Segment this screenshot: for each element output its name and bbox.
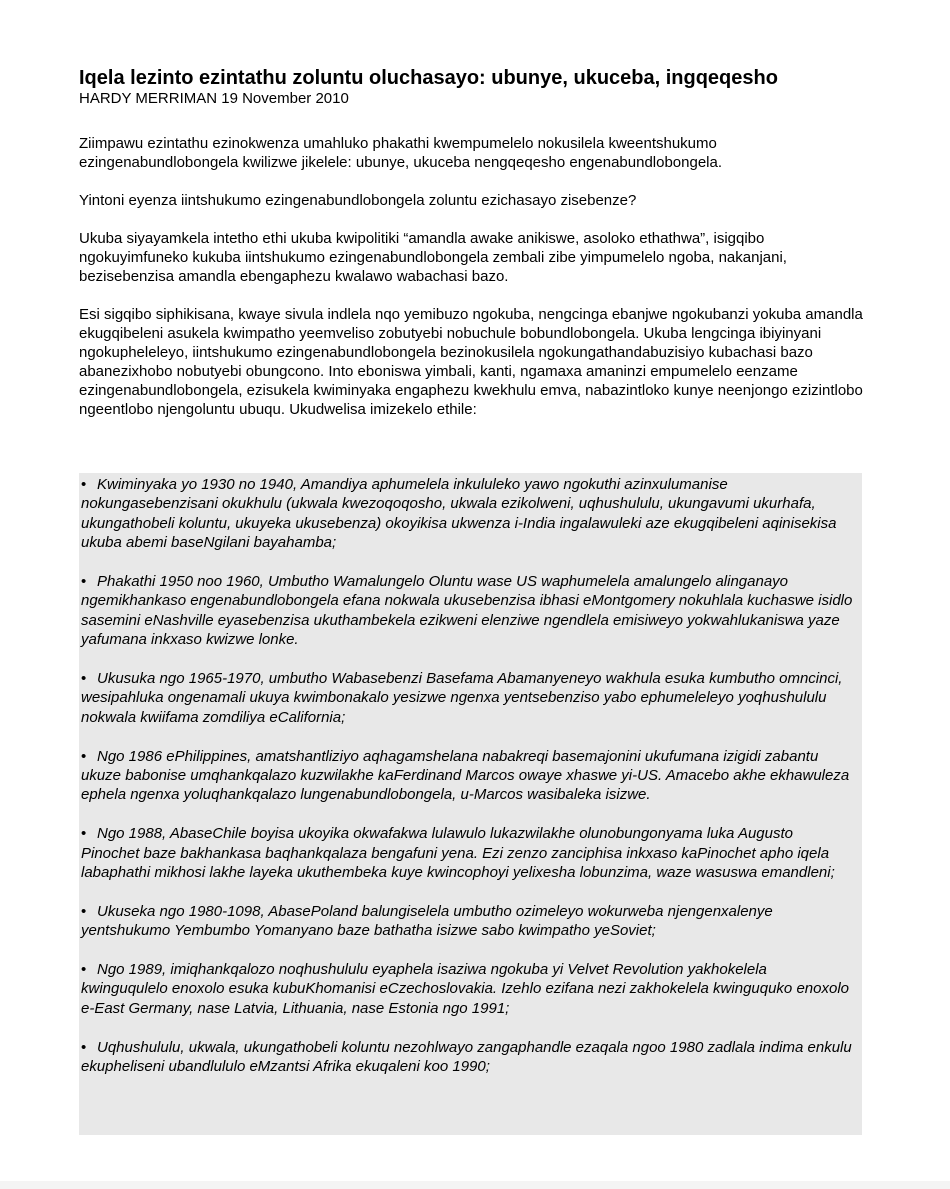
example-item [81,902,862,941]
paragraph-history: Esi sigqibo siphikisana, kwaye sivula indlela nqo yemibuzo ngokuba, nengcinga ebanjwe ngokubanzi yokuba amandla ekugqibeleni asukela kwimpatho yeemveliso zobutyebi nobuchule bobundlobongela. Ukuba lengcinga ibiyinyani ngokupheleleyo, iintshukumo ezingenabundlobongela bezinokusilela ngokungathandabuzisiyo kubachasi bazo abanezixhobo nobutyebi obungcono. Into eboniswa yimbali, kanti, ngamaxa amaninzi empumelelo eenzame ezingenabundlobongela, ezisukela kwiminyaka engaphezu kwekhulu emva, nabazintloko kunye neenjongo ezizintlobo ngeentlobo njengoluntu ubuqu. Ukudwelisa imizekelo ethile: [79,306,863,418]
bullet-icon: • [81,670,87,688]
paragraph-intro: Ziimpawu ezintathu ezinokwenza umahluko phakathi kwempumelelo nokusilela kweentshukumo ezingenabundlobongela kwilizwe jikelele: ubunye, ukuceba nengqeqesho engenabundlobongela. [79,135,723,171]
example-item [81,572,862,650]
example-text: Ukuseka ngo 1980-1098, AbasePoland balungiselela umbutho ozimeleyo wokurweba njengenxalenye yentshukumo Yembumbo Yomanyano baze bathatha isizwe sabo kwimpatho yeSoviet; [81,902,773,940]
example-text: Kwiminyaka yo 1930 no 1940, Amandiya aphumelela inkululeko yawo ngokuthi azinxulumanise nokungasebenzisani okukhulu (ukwala kwezoqoqosho, ukwala ezikolweni, uqhushululu, ukungavumi ukurhafa, ukungathobeli koluntu, ukuyeka ukusebenza) okoyikisa ukwenza i-India ingalawuleki aze ekugqibeleni aqinisekisa ukuba abemi baseNgilani bayahamba; [81,476,837,552]
example-text: Phakathi 1950 noo 1960, Umbutho Wamalungelo Oluntu wase US waphumelela amalungelo alinganayo ngemikhankaso engenabundlobongela efana nokwala ukusebenzisa ibhasi eMontgomery nokuhlala kuchaswe isidlo sasemini eNashville eyasebenzisa ukuthambekela ezikweni elenziwe ngendlela emisiweyo yokwahlukaniswa yaze yafumana inkxaso kwizwe lonke. [81,573,853,649]
page-bottom-edge [0,1181,950,1189]
paragraph-question: Yintoni eyenza iintshukumo ezingenabundlobongela zoluntu ezichasayo zisebenze? [79,192,637,209]
bullet-icon: • [81,902,87,920]
example-item [81,475,862,553]
example-text: Ngo 1989, imiqhankqalozo noqhushululu eyaphela isaziwa ngokuba yi Velvet Revolution yakhokelela kwinguqulelo enoxolo esuka kubuKhomanisi eCzechoslovakia. Izehlo ezifana nezi zakhokelela kwinguquko enoxolo e-East Germany, nase Latvia, Lithuania, nase Estonia ngo 1991; [81,961,849,1017]
examples-list [79,473,862,1135]
article [79,66,869,438]
article-byline: HARDY MERRIMAN 19 November 2010 [79,90,349,107]
example-item [81,960,862,1018]
bullet-icon: • [81,476,87,493]
example-item [81,669,862,727]
example-text: Uqhushululu, ukwala, ukungathobeli koluntu nezohlwayo zangaphandle ezaqala ngoo 1980 zadlala indima enkulu ekupheliseni ubandlululo eMzantsi Afrika ekuqaleni koo 1990; [81,1038,852,1076]
example-text: Ngo 1988, AbaseChile boyisa ukoyika okwafakwa lulawulo lukazwilakhe olunobungonyama luka Augusto Pinochet baze bakhankasa baqhankqalaza bengafuni yena. Ezi zenzo zanciphisa inkxaso kaPinochet apho iqela labaphathi mikhosi lakhe layeka ukuthembeka kuye kwincophoyi yelixesha lobunzima, waze wasuswa emandleni; [81,825,835,882]
bullet-icon: • [81,961,87,979]
bullet-icon: • [81,825,87,843]
article-title: Iqela lezinto ezintathu zoluntu oluchasayo: ubunye, ukuceba, ingqeqesho [79,67,778,89]
paragraph-power: Ukuba siyayamkela intetho ethi ukuba kwipolitiki “amandla awake anikiswe, asoloko ethathwa”, isigqibo ngokuyimfuneko kukuba iintshukumo ezingenabundlobongela zembali zibe yimpumelelo ngoba, nakanjani, bezisebenzisa amandla ebengaphezu kwalawo wabachasi bazo. [79,230,787,285]
bullet-icon: • [81,573,87,591]
bullet-icon: • [81,747,87,765]
example-item [81,1038,862,1077]
example-item [81,747,862,805]
bullet-icon: • [81,1038,87,1056]
example-text: Ngo 1986 ePhilippines, amatshantliziyo aqhagamshelana nabakreqi basemajonini ukufumana izigidi zabantu ukuze babonise umqhankqalazo kuzwilakhe kaFerdinand Marcos owaye xhaswe yi-US. Amacebo akhe ekhawuleza ephela ngenxa yoluqhankqalazo lungenabundlobongela, u-Marcos wasibaleka isizwe. [81,747,850,804]
example-text: Ukusuka ngo 1965-1970, umbutho Wabasebenzi Basefama Abamanyeneyo wakhula esuka kumbutho omncinci, wesipahluka ongenamali ukuya kwimbonakalo yesizwe ngenxa yentsebenziso yabo ephumeleleyo yoqhushululu nokwala kwiifama zomdiliya eCalifornia; [81,670,843,726]
example-item [81,824,862,882]
